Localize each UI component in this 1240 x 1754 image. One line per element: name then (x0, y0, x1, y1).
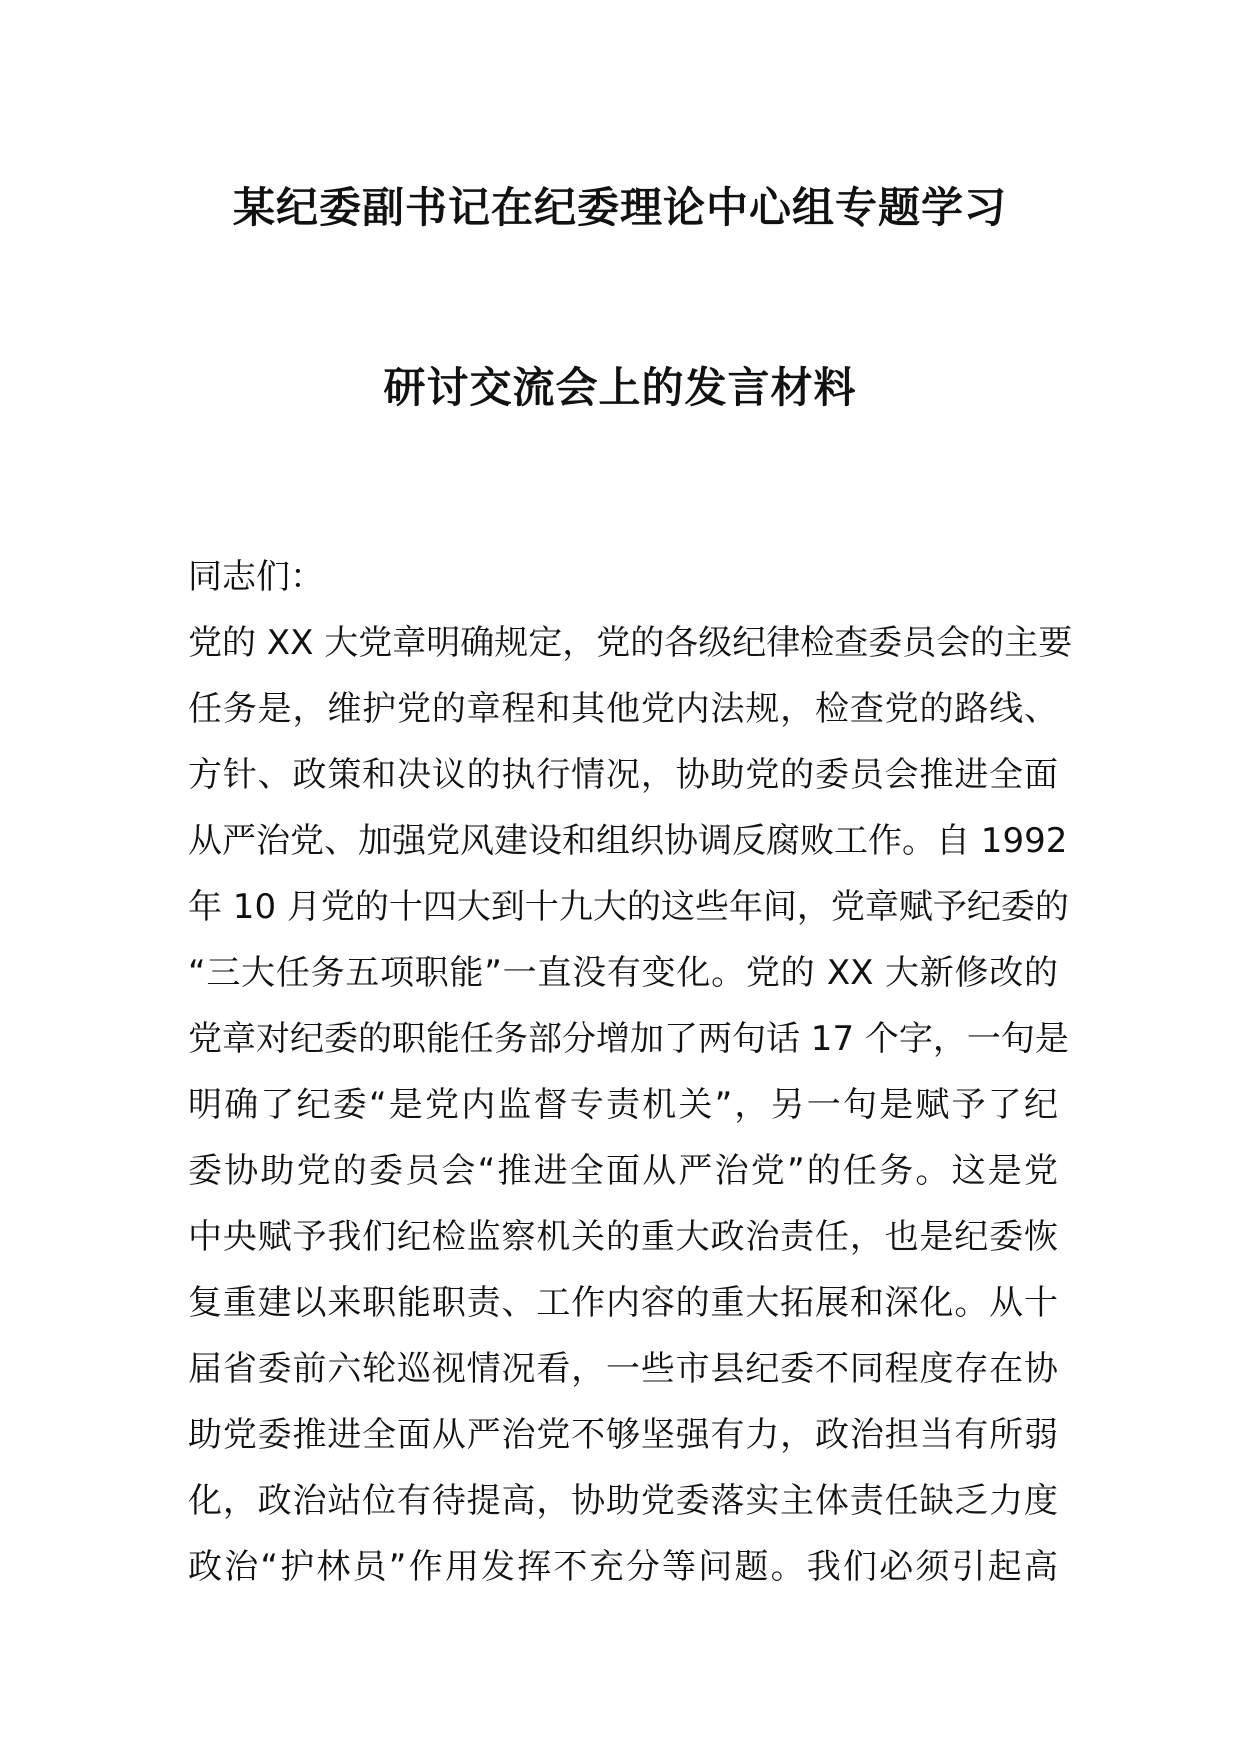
paragraph-line: 委协助党的委员会“推进全面从严治党”的任务。这是党 (188, 1151, 1058, 1191)
paragraph-line: 党的 XX 大党章明确规定，党的各级纪律检查委员会的主要 (188, 623, 1073, 663)
paragraph-line: 助党委推进全面从严治党不够坚强有力，政治担当有所弱 (188, 1415, 1058, 1455)
paragraph-line: 年 10 月党的十四大到十九大的这些年间，党章赋予纪委的 (188, 887, 1069, 927)
salutation: 同志们： (188, 557, 324, 597)
paragraph-line: 任务是，维护党的章程和其他党内法规，检查党的路线、 (188, 689, 1058, 729)
document-title-line-2: 研讨交流会上的发言材料 (383, 363, 857, 412)
paragraph-line: 明确了纪委“是党内监督专责机关”，另一句是赋予了纪 (188, 1085, 1058, 1125)
paragraph-line: 从严治党、加强党风建设和组织协调反腐败工作。自 1992 (188, 821, 1068, 861)
paragraph-line: 政治“护林员”作用发挥不充分等问题。我们必须引起高 (188, 1547, 1058, 1587)
paragraph-line: 届省委前六轮巡视情况看，一些市县纪委不同程度存在协 (188, 1349, 1058, 1389)
paragraph-line: 中央赋予我们纪检监察机关的重大政治责任，也是纪委恢 (188, 1217, 1058, 1257)
document-title-line-1: 某纪委副书记在纪委理论中心组专题学习 (232, 183, 1007, 232)
paragraph-line: 方针、政策和决议的执行情况，协助党的委员会推进全面 (188, 755, 1058, 795)
body-paragraph (188, 610, 1073, 1600)
paragraph-line: 复重建以来职能职责、工作内容的重大拓展和深化。从十 (188, 1283, 1058, 1323)
paragraph-line: 党章对纪委的职能任务部分增加了两句话 17 个字，一句是 (188, 1019, 1069, 1059)
paragraph-line: “三大任务五项职能”一直没有变化。党的 XX 大新修改的 (188, 953, 1058, 993)
paragraph-line: 化，政治站位有待提高，协助党委落实主体责任缺乏力度 (188, 1481, 1058, 1521)
